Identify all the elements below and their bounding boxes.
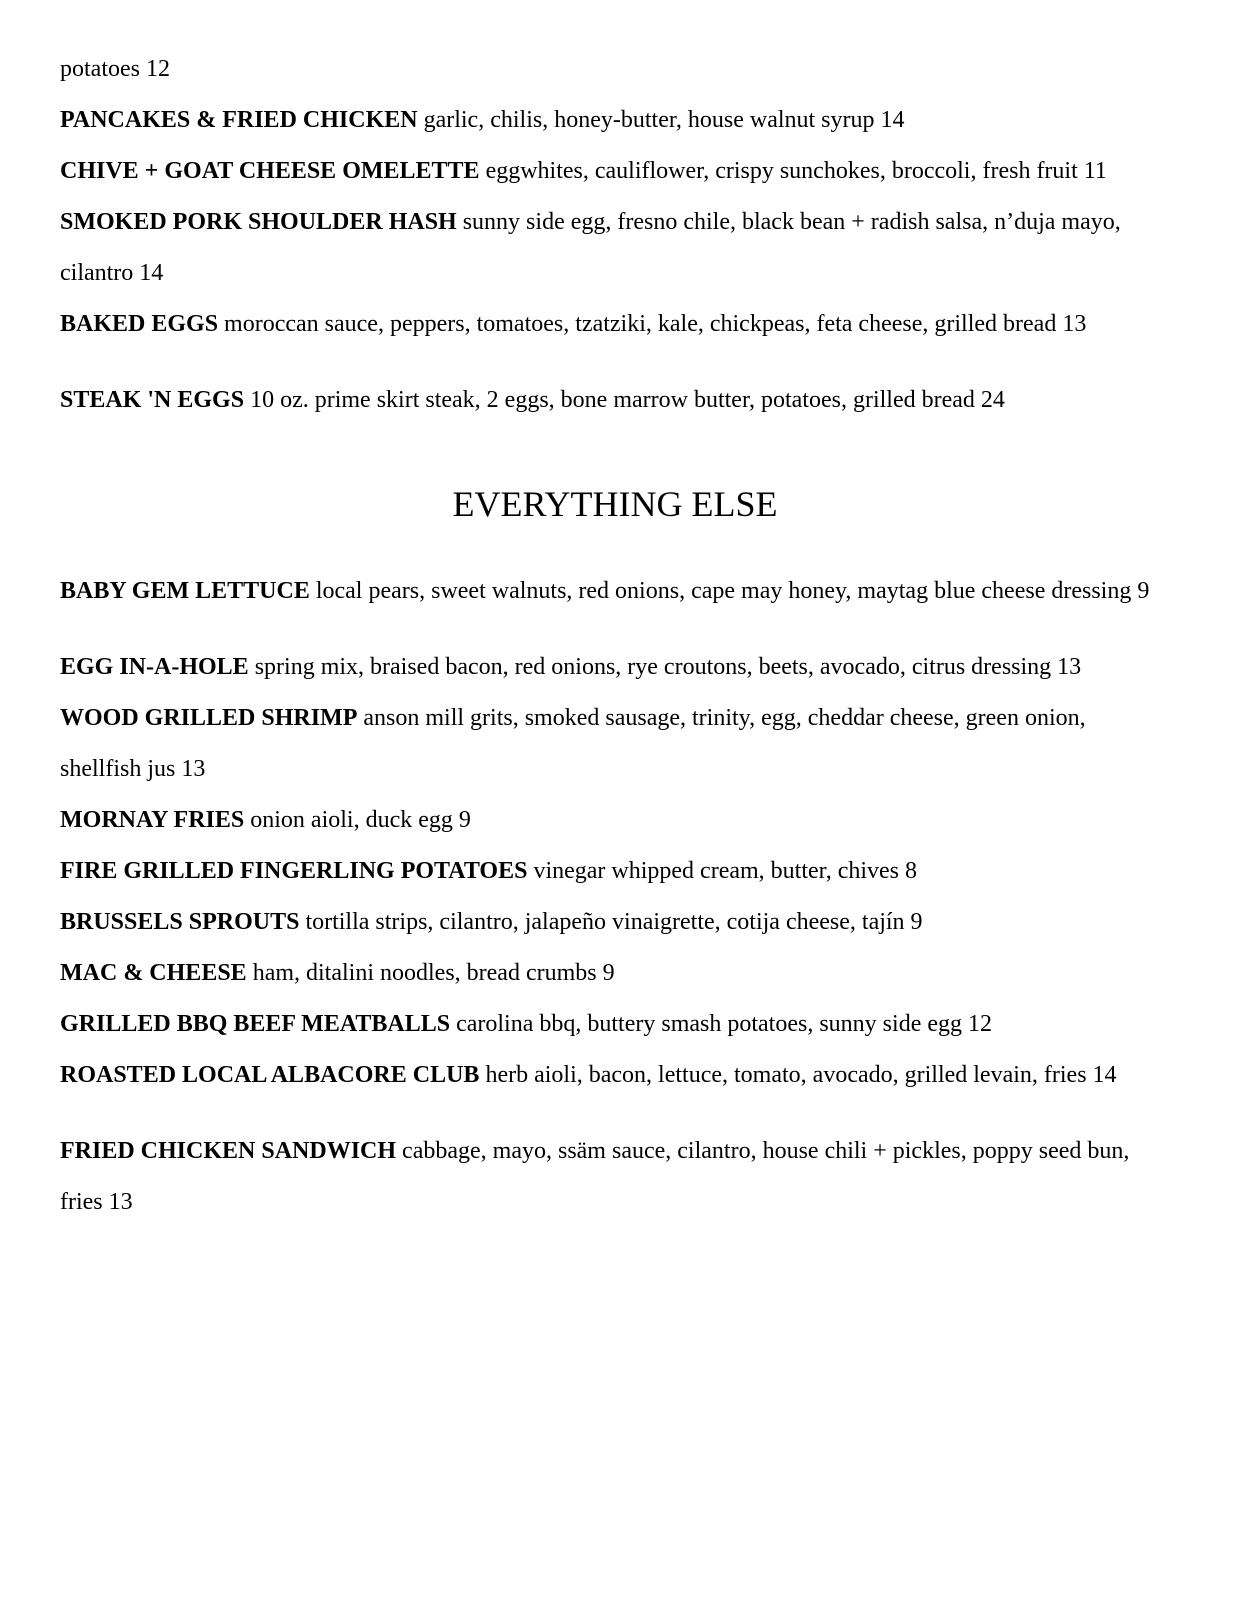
item-name: BABY GEM LETTUCE <box>60 578 310 604</box>
item-description: cabbage, mayo, ssäm sauce, cilantro, house chili + pickles, poppy seed bun, fries 13 <box>60 1138 1130 1215</box>
item-name: MORNAY FRIES <box>60 807 245 833</box>
item-description: vinegar whipped cream, butter, chives 8 <box>533 858 918 884</box>
item-description: local pears, sweet walnuts, red onions, cape may honey, maytag blue cheese dressing 9 <box>315 578 1150 604</box>
item-description: anson mill grits, smoked sausage, trinity, egg, cheddar cheese, green onion, shellfish jus 13 <box>60 705 1086 782</box>
menu-item-steak-n-eggs <box>60 375 1170 426</box>
item-description: moroccan sauce, peppers, tomatoes, tzatziki, kale, chickpeas, feta cheese, grilled bread 13 <box>224 311 1087 337</box>
item-name: CHIVE + GOAT CHEESE OMELETTE <box>60 158 480 184</box>
item-name: ROASTED LOCAL ALBACORE CLUB <box>60 1062 480 1088</box>
menu-item-wood-grilled-shrimp <box>60 693 1170 795</box>
menu-item-grilled-bbq-beef-meatballs <box>60 999 1170 1050</box>
menu-content <box>60 44 1170 1228</box>
item-description: herb aioli, bacon, lettuce, tomato, avocado, grilled levain, fries 14 <box>485 1062 1117 1088</box>
item-description: tortilla strips, cilantro, jalapeño vinaigrette, cotija cheese, tajín 9 <box>305 909 923 935</box>
menu-item-baby-gem-lettuce <box>60 566 1170 617</box>
item-name: MAC & CHEESE <box>60 960 247 986</box>
item-name: BAKED EGGS <box>60 311 219 337</box>
spacer <box>60 426 1170 474</box>
menu-item-chive-goat-cheese-omelette <box>60 146 1170 197</box>
item-name: WOOD GRILLED SHRIMP <box>60 705 358 731</box>
menu-item-mornay-fries <box>60 795 1170 846</box>
item-description: sunny side egg, fresno chile, black bean + radish salsa, n’duja mayo, cilantro 14 <box>60 209 1121 286</box>
spacer <box>60 350 1170 375</box>
menu-item-fried-chicken-sandwich <box>60 1126 1170 1228</box>
spacer <box>60 617 1170 642</box>
item-description: ham, ditalini noodles, bread crumbs 9 <box>252 960 615 986</box>
spacer <box>60 1101 1170 1126</box>
item-description: 10 oz. prime skirt steak, 2 eggs, bone marrow butter, potatoes, grilled bread 24 <box>250 387 1005 413</box>
item-name: PANCAKES & FRIED CHICKEN <box>60 107 418 133</box>
menu-item-baked-eggs <box>60 299 1170 350</box>
item-name: SMOKED PORK SHOULDER HASH <box>60 209 457 235</box>
item-name: EGG IN-A-HOLE <box>60 654 249 680</box>
item-description: spring mix, braised bacon, red onions, rye croutons, beets, avocado, citrus dressing 13 <box>254 654 1082 680</box>
menu-item-pancakes-fried-chicken <box>60 95 1170 146</box>
menu-item-roasted-local-albacore-club <box>60 1050 1170 1101</box>
item-description: onion aioli, duck egg 9 <box>250 807 471 833</box>
item-name: FRIED CHICKEN SANDWICH <box>60 1138 397 1164</box>
menu-item-smoked-pork-shoulder-hash <box>60 197 1170 299</box>
continued-item-fragment: potatoes 12 <box>60 56 170 82</box>
menu-item-egg-in-a-hole <box>60 642 1170 693</box>
item-name: STEAK 'N EGGS <box>60 387 245 413</box>
item-description: carolina bbq, buttery smash potatoes, sunny side egg 12 <box>456 1011 992 1037</box>
section-title: EVERYTHING ELSE <box>452 484 778 524</box>
item-description: eggwhites, cauliflower, crispy sunchokes, broccoli, fresh fruit 11 <box>485 158 1107 184</box>
spacer <box>60 534 1170 566</box>
menu-item-mac-and-cheese <box>60 948 1170 999</box>
item-name: BRUSSELS SPROUTS <box>60 909 300 935</box>
item-description: garlic, chilis, honey-butter, house walnut syrup 14 <box>423 107 905 133</box>
menu-item-fire-grilled-fingerling-potatoes <box>60 846 1170 897</box>
item-name: GRILLED BBQ BEEF MEATBALLS <box>60 1011 451 1037</box>
item-name: FIRE GRILLED FINGERLING POTATOES <box>60 858 528 884</box>
menu-item-brussels-sprouts <box>60 897 1170 948</box>
